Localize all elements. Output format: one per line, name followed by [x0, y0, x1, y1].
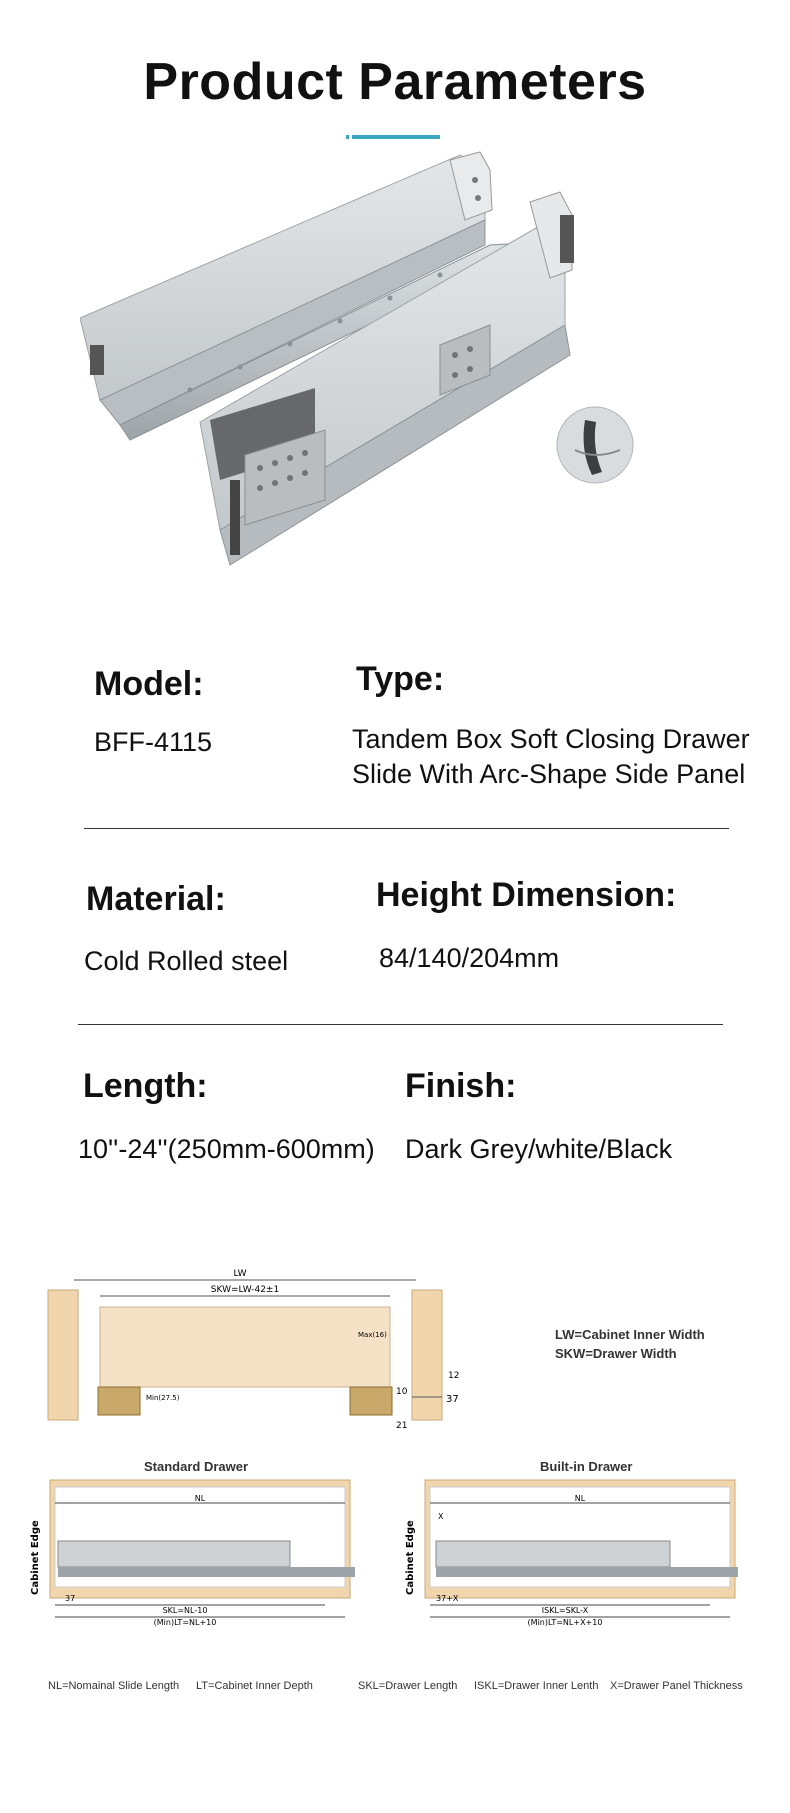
legend-lt: LT=Cabinet Inner Depth: [196, 1680, 313, 1692]
builtin-title: Built-in Drawer: [540, 1459, 633, 1474]
height-label: Height Dimension:: [376, 876, 677, 914]
std-skl: SKL=NL-10: [162, 1606, 208, 1615]
dim-10: 10: [396, 1387, 408, 1397]
length-value: 10''-24''(250mm-600mm): [78, 1134, 375, 1164]
bi-x: X: [438, 1512, 444, 1521]
bi-37x: 37+X: [436, 1594, 459, 1603]
legend-x: X=Drawer Panel Thickness: [610, 1680, 743, 1692]
legend-lw: LW=Cabinet Inner Width: [555, 1327, 705, 1342]
divider: [84, 828, 729, 829]
cross-section-diagram: [40, 1262, 460, 1437]
divider: [78, 1024, 723, 1025]
type-label: Type:: [356, 660, 445, 698]
std-37: 37: [65, 1594, 76, 1603]
standard-diagram: [25, 1475, 355, 1635]
page-title: Product Parameters: [143, 53, 647, 111]
builtin-diagram: [400, 1475, 750, 1635]
legend-nl: NL=Nomainal Slide Length: [48, 1680, 180, 1692]
model-label: Model:: [94, 665, 204, 703]
dim-skw: SKW=LW-42±1: [210, 1285, 280, 1295]
bi-iskl: ISKL=SKL-X: [541, 1606, 589, 1615]
legend-skw: SKW=Drawer Width: [555, 1346, 677, 1361]
bi-lt: (Min)LT=NL+X+10: [527, 1618, 603, 1627]
bi-nl: NL: [574, 1494, 586, 1503]
type-value-line1: Tandem Box Soft Closing Drawer: [352, 724, 750, 754]
dim-max: Max(16): [358, 1331, 387, 1339]
title-underline: [352, 135, 440, 139]
standard-title: Standard Drawer: [144, 1459, 249, 1474]
dim-21: 21: [396, 1421, 408, 1431]
dim-37: 37: [446, 1394, 459, 1405]
legend-iskl: ISKL=Drawer Inner Lenth: [474, 1680, 599, 1692]
height-value: 84/140/204mm: [379, 943, 560, 973]
detail-zoom-circle: [557, 407, 633, 483]
dim-12: 12: [448, 1371, 460, 1381]
std-nl: NL: [194, 1494, 206, 1503]
dim-lw: LW: [233, 1269, 247, 1279]
std-cabinet-edge: Cabinet Edge: [30, 1520, 41, 1595]
length-label: Length:: [83, 1067, 208, 1105]
product-image: [80, 150, 700, 580]
dim-min: Min(27.5): [146, 1394, 180, 1402]
bi-cabinet-edge: Cabinet Edge: [405, 1520, 416, 1595]
material-value: Cold Rolled steel: [84, 946, 289, 976]
finish-label: Finish:: [405, 1067, 517, 1105]
finish-value: Dark Grey/white/Black: [405, 1134, 673, 1164]
model-value: BFF-4115: [94, 727, 213, 757]
legend-skl: SKL=Drawer Length: [358, 1680, 458, 1692]
material-label: Material:: [86, 880, 226, 918]
type-value-line2: Slide With Arc-Shape Side Panel: [352, 759, 746, 789]
std-lt: (Min)LT=NL+10: [153, 1618, 217, 1627]
